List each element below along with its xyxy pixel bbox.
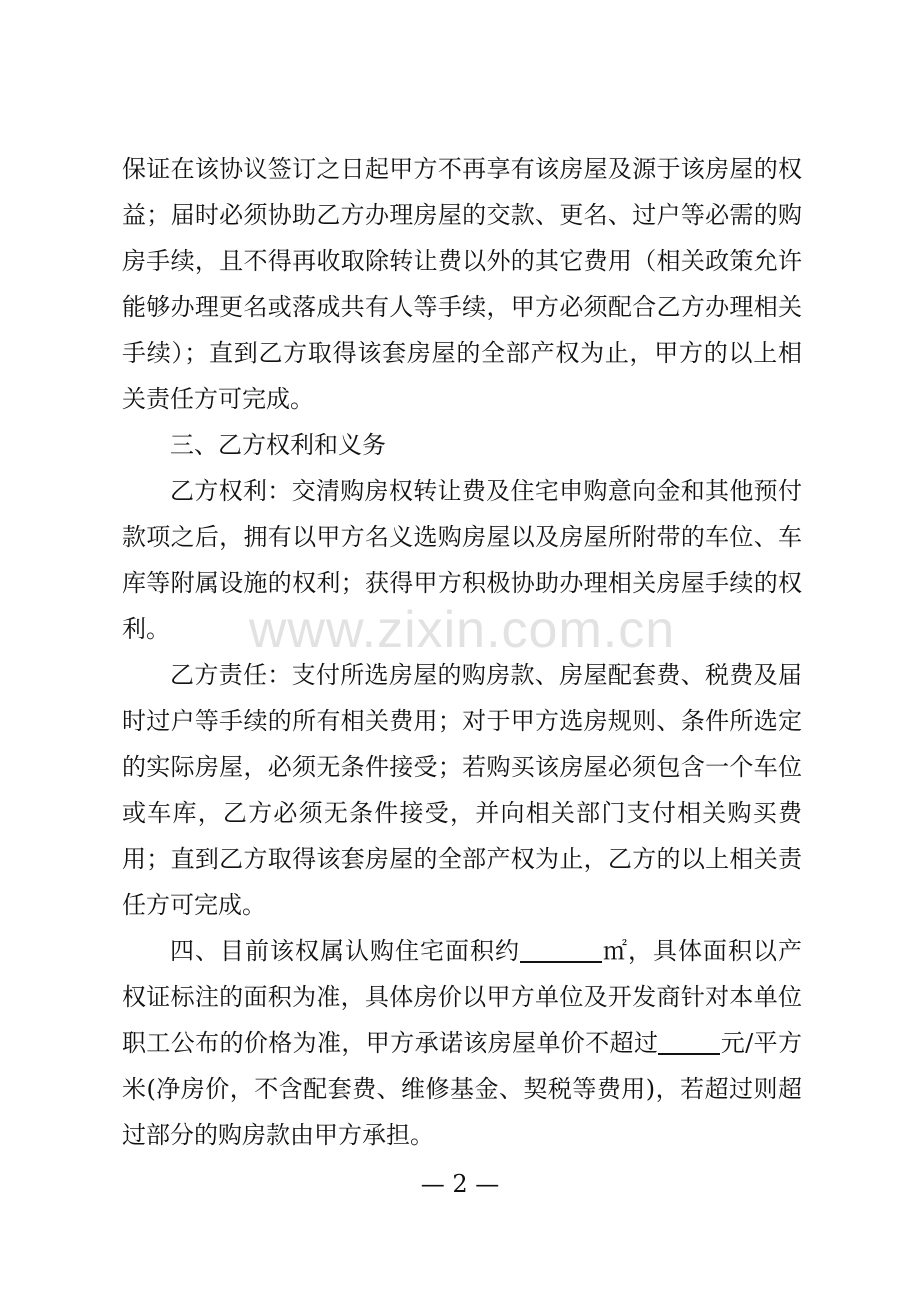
- paragraph-section-four: [122, 928, 802, 1158]
- price-blank-field[interactable]: [658, 1025, 720, 1055]
- section-heading-three: 三、乙方权利和义务: [170, 431, 386, 459]
- document-body: [122, 146, 802, 1158]
- paragraph-continuation: 保证在该协议签订之日起甲方不再享有该房屋及源于该房屋的权益；届时必须协助乙方办理房屋的交款、更名、过户等必需的购房手续，且不得再收取除转让费以外的其它费用（相关政策允许能够办理更名或落成共有人等手续，甲方必须配合乙方办理相关手续）；直到乙方取得该套房屋的全部产权为止，甲方的以上相关责任方可完成。: [122, 155, 802, 413]
- area-blank-field[interactable]: [520, 933, 602, 963]
- section-four-text-3: 元/平方米(净房价，不含配套费、维修基金、契税等费用)，若超过则超过部分的购房款由甲方承担。: [122, 1029, 803, 1149]
- paragraph-party-b-rights: 乙方权利：交清购房权转让费及住宅申购意向金和其他预付款项之后，拥有以甲方名义选购房屋以及房屋所附带的车位、车库等附属设施的权利；获得甲方积极协助办理相关房屋手续的权利。: [122, 477, 802, 643]
- section-four-text-2: ㎡，具体面积以产权证标注的面积为准，具体房价以甲方单位及开发商针对本单位职工公布的价格为准，甲方承诺该房屋单价不超过: [122, 937, 802, 1057]
- watermark-text: www.zixin.com.cn: [248, 601, 676, 659]
- page-number: — 2 —: [420, 1170, 500, 1198]
- paragraph-party-b-duties: 乙方责任：支付所选房屋的购房款、房屋配套费、税费及届时过户等手续的所有相关费用；对于甲方选房规则、条件所选定的实际房屋，必须无条件接受；若购买该房屋必须包含一个车位或车库，乙方必须无条件接受，并向相关部门支付相关购买费用；直到乙方取得该套房屋的全部产权为止，乙方的以上相关责任方可完成。: [122, 661, 802, 919]
- section-four-text-1: 四、目前该权属认购住宅面积约: [170, 937, 520, 965]
